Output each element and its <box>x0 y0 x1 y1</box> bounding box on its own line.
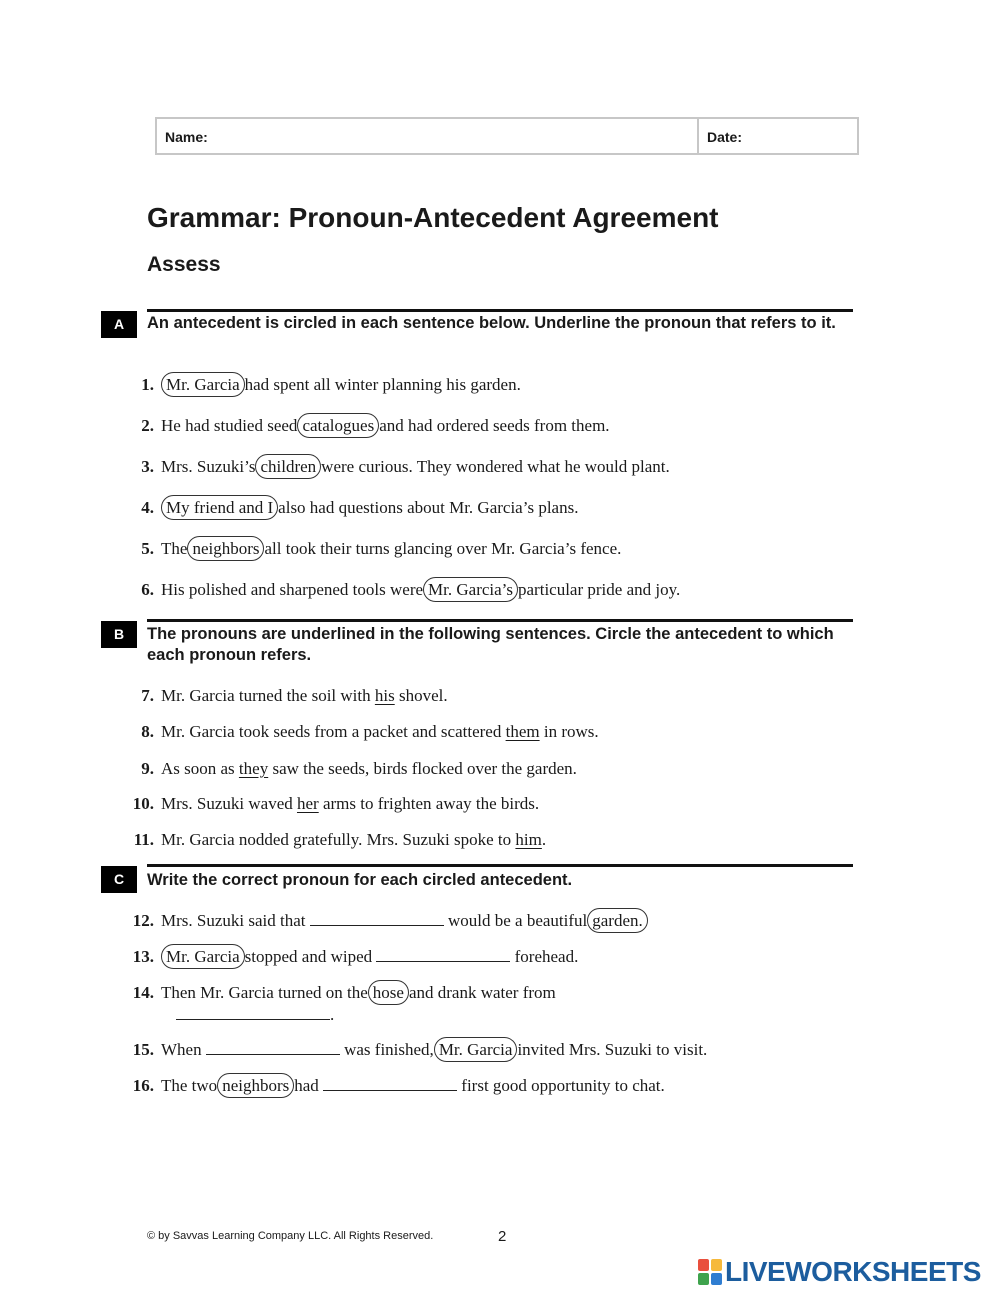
circled-antecedent: neighbors <box>217 1073 294 1098</box>
section-b-instruction: The pronouns are underlined in the following sentences. Circle the antecedent to which each pronoun refers. <box>147 625 834 664</box>
circled-antecedent: Mr. Garcia <box>161 372 245 397</box>
list-item: 14. Then Mr. Garcia turned on the hose and drank water from <box>126 983 556 1003</box>
page-title: Grammar: Pronoun-Antecedent Agreement <box>147 202 719 233</box>
section-a-badge: A <box>101 311 137 338</box>
list-item: 2. He had studied seed catalogues and had ordered seeds from them. <box>126 416 610 436</box>
list-item: 15. When was finished, Mr. Garcia invited Mrs. Suzuki to visit. <box>126 1040 707 1060</box>
section-b-badge: B <box>101 621 137 648</box>
section-a-rule <box>147 309 853 312</box>
list-item: 12. Mrs. Suzuki said that would be a beautiful garden. <box>126 911 648 931</box>
list-item: 7. Mr. Garcia turned the soil with his shovel. <box>141 686 448 705</box>
list-item: 10. Mrs. Suzuki waved her arms to frighten away the birds. <box>132 794 540 813</box>
list-item-continuation: . <box>176 1005 334 1025</box>
page-number: 2 <box>498 1228 507 1245</box>
section-b-rule <box>147 619 853 622</box>
circled-antecedent: Mr. Garcia <box>434 1037 518 1062</box>
list-item: 5. The neighbors all took their turns glancing over Mr. Garcia’s fence. <box>126 539 621 559</box>
brand-logo[interactable] <box>698 1256 981 1288</box>
copyright: © by Savvas Learning Company LLC. All Rights Reserved. <box>147 1230 434 1242</box>
list-item: 13. Mr. Garcia stopped and wiped forehead. <box>126 947 578 967</box>
circled-antecedent: neighbors <box>187 536 264 561</box>
answer-blank[interactable] <box>310 911 444 926</box>
answer-blank[interactable] <box>176 1005 330 1020</box>
brand-name: LIVEWORKSHEETS <box>725 1256 981 1287</box>
list-item: 3. Mrs. Suzuki’s children were curious. They wondered what he would plant. <box>126 457 670 477</box>
page-subtitle: Assess <box>147 253 221 276</box>
list-item: 4. My friend and I also had questions about Mr. Garcia’s plans. <box>126 498 578 518</box>
date-label: Date: <box>707 129 743 145</box>
underlined-pronoun: her <box>296 794 319 813</box>
list-item: 9. As soon as they saw the seeds, birds flocked over the garden. <box>141 759 577 778</box>
name-field[interactable] <box>157 119 699 153</box>
name-label: Name: <box>165 129 208 145</box>
list-item: 8. Mr. Garcia took seeds from a packet and scattered them in rows. <box>141 722 599 741</box>
answer-blank[interactable] <box>376 947 510 962</box>
list-item: 6. His polished and sharpened tools were Mr. Garcia’s particular pride and joy. <box>126 580 680 600</box>
answer-blank[interactable] <box>206 1040 340 1055</box>
circled-antecedent: My friend and I <box>161 495 278 520</box>
section-c-rule <box>147 864 853 867</box>
section-c-badge: C <box>101 866 137 893</box>
date-field[interactable] <box>699 119 857 153</box>
circled-antecedent: Mr. Garcia <box>161 944 245 969</box>
list-item: 16. The two neighbors had first good opportunity to chat. <box>126 1076 665 1096</box>
section-a-instruction: An antecedent is circled in each sentence below. Underline the pronoun that refers to it. <box>147 314 836 332</box>
circled-antecedent: Mr. Garcia’s <box>423 577 518 602</box>
circled-antecedent: children <box>255 454 321 479</box>
circled-antecedent: hose <box>368 980 409 1005</box>
section-c-instruction: Write the correct pronoun for each circled antecedent. <box>147 871 573 889</box>
answer-blank[interactable] <box>323 1076 457 1091</box>
underlined-pronoun: him <box>515 830 542 849</box>
circled-antecedent: catalogues <box>297 413 379 438</box>
underlined-pronoun: his <box>374 686 395 705</box>
circled-antecedent: garden. <box>587 908 648 933</box>
name-date-box <box>155 117 859 155</box>
list-item: 1. Mr. Garcia had spent all winter planning his garden. <box>126 375 521 395</box>
underlined-pronoun: them <box>505 722 540 741</box>
liveworksheets-logo-icon <box>698 1259 722 1285</box>
list-item: 11. Mr. Garcia nodded gratefully. Mrs. Suzuki spoke to him. <box>133 830 547 849</box>
underlined-pronoun: they <box>238 759 269 778</box>
